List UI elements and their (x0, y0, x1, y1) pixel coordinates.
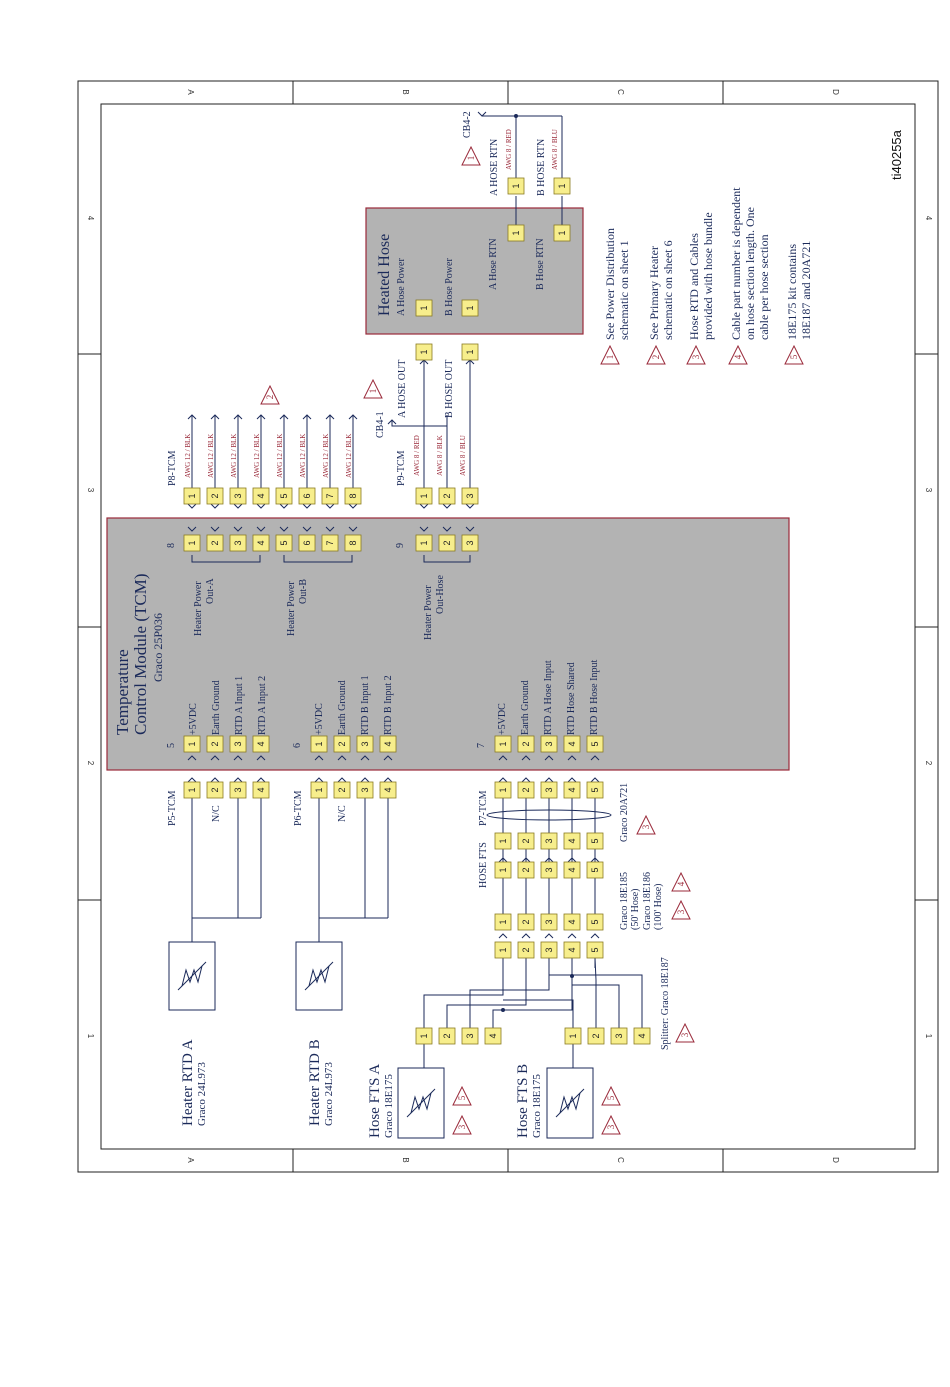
tcm-j5-pin-2-number: 2 (210, 741, 220, 747)
tcm-j7-pin-3-number: 3 (544, 741, 554, 747)
splitter-a1 (424, 958, 503, 1028)
p5-mate-arrow (211, 778, 219, 782)
j6-number: 6 (292, 743, 303, 748)
p6-pin-4-number: 4 (383, 787, 393, 793)
notes-block (603, 187, 813, 340)
p8-wire-7-label: AWG 12 / BLK (322, 433, 330, 478)
b-hose-power-pin-pin-1-number: 1 (465, 305, 475, 311)
cb42-note-1-number: 1 (466, 155, 476, 161)
note-2-line-2: schematic on sheet 6 (661, 240, 675, 340)
tcm-j8-pin-8-number: 8 (348, 540, 358, 546)
p9-pin-2-number: 2 (442, 493, 452, 499)
zone-col-top-b: B (401, 89, 410, 95)
hose-fts-2-pin-4-number: 4 (567, 867, 577, 873)
zone-col-bot-b: B (401, 1157, 410, 1163)
note-4-line-1: Cable part number is dependent (729, 187, 743, 340)
note-4-line-3: cable per hose section (757, 234, 771, 340)
b-hose-out-label: B HOSE OUT (444, 359, 455, 418)
zone-row-right-4: 4 (924, 215, 933, 221)
cb41-label: CB4-1 (375, 411, 386, 438)
p8-pin-1-number: 1 (187, 493, 197, 499)
p8-pin-6-number: 6 (302, 493, 312, 499)
out-hose-label: Heater Power (423, 585, 434, 640)
fts-b-name: Hose FTS B (515, 1063, 531, 1138)
p8-wire-3-label: AWG 12 / BLK (230, 433, 238, 478)
p8-mate-arrow (326, 504, 334, 508)
tcm-title-2: Control Module (TCM) (131, 573, 150, 735)
a-hose-power-label: A Hose Power (396, 258, 407, 316)
note-2-line-1: See Primary Heater (647, 246, 661, 340)
tcm-j5-pin-3-number: 3 (233, 741, 243, 747)
j5-number: 5 (166, 743, 177, 748)
cable-mate-arrow (545, 934, 553, 938)
splitter-note-3-number: 3 (680, 1032, 690, 1038)
tcm-j9-pin-1-number: 1 (419, 540, 429, 546)
cable-a-pin-3-number: 3 (544, 919, 554, 925)
rtd-a-name: Heater RTD A (180, 1039, 196, 1126)
cable3-label: Graco 20A721 (619, 782, 630, 842)
p8-label: P8-TCM (167, 450, 178, 486)
cable-a-pin-1-number: 1 (498, 919, 508, 925)
j7-label-1: +5VDC (497, 703, 508, 735)
p8-pin-4-number: 4 (256, 493, 266, 499)
j8-number: 8 (166, 543, 177, 548)
tcm-j8-pin-2-number: 2 (210, 540, 220, 546)
cb41-note-1-number: 1 (368, 388, 378, 394)
tcm-j7-pin-5-number: 5 (590, 741, 600, 747)
fts-a-name: Hose FTS A (367, 1063, 383, 1138)
p8-pin-2-number: 2 (210, 493, 220, 499)
p8-wire-5-label: AWG 12 / BLK (276, 433, 284, 478)
cb41-wire (392, 420, 447, 426)
p9-pin-3-number: 3 (465, 493, 475, 499)
p5-mate-arrow (257, 778, 265, 782)
cable2b-label: (100' Hose) (653, 883, 664, 930)
note-5-marker-number: 5 (789, 354, 799, 360)
a-rtn-wire-label: AWG 8 / RED (505, 129, 513, 170)
fts-b-plug-pin-2-number: 2 (591, 1033, 601, 1039)
cb42-label: CB4-2 (462, 111, 473, 138)
tcm-j9-pin-3-number: 3 (465, 540, 475, 546)
a-hose-rtn-pin-pin-1-number: 1 (511, 230, 521, 236)
p6-mate-arrow (315, 778, 323, 782)
zone-row-left-1: 1 (86, 1033, 95, 1039)
cable-a-pin-2-number: 2 (521, 919, 531, 925)
p5-pin-3-number: 3 (233, 787, 243, 793)
p9-label: P9-TCM (396, 450, 407, 486)
note-3-marker-number: 3 (691, 354, 701, 360)
splitter-b1 (503, 1000, 573, 1028)
j6-label-2: Earth Ground (337, 680, 348, 735)
p8-wire-1-label: AWG 12 / BLK (184, 433, 192, 478)
tcm-part-number: Graco 25P036 (151, 613, 165, 682)
a-hose-out-label: A HOSE OUT (397, 359, 408, 418)
fts-a-plug-pin-3-number: 3 (465, 1033, 475, 1039)
tcm-j5-pin-4-number: 4 (256, 741, 266, 747)
fts-b-part: Graco 18E175 (531, 1074, 543, 1138)
fts-a-part: Graco 18E175 (383, 1074, 395, 1138)
cable1-label: Graco 18E185 (619, 871, 630, 930)
hose-fts-2-pin-2-number: 2 (521, 867, 531, 873)
b-hose-rtn-conn-pin-pin-1-number: 1 (557, 183, 567, 189)
hose-fts-2-pin-1-number: 1 (498, 867, 508, 873)
hose-fts-1-pin-1-number: 1 (498, 838, 508, 844)
p5-pin-1-number: 1 (187, 787, 197, 793)
out-hose-label-2: Out-Hose (435, 575, 446, 614)
zone-row-left-2: 2 (86, 760, 95, 766)
zone-row-left-4: 4 (86, 215, 95, 221)
p8-mate-arrow (280, 504, 288, 508)
splitter-junction-1 (501, 1008, 505, 1012)
splitter-a4 (493, 958, 572, 1028)
note-3-line-2: provided with hose bundle (701, 212, 715, 340)
zone-row-right-2: 2 (924, 760, 933, 766)
tcm-j8-pin-4-number: 4 (256, 540, 266, 546)
zone-col-top-c: C (616, 89, 625, 95)
note-2-marker-number: 2 (651, 354, 661, 360)
out-a-label-2: Out-A (205, 578, 216, 604)
p6-pin-2-number: 2 (337, 787, 347, 793)
zone-row-right-3: 3 (924, 487, 933, 493)
note-4-line-2: on hose section length. One (743, 207, 757, 340)
p7-pin-1-number: 1 (498, 787, 508, 793)
p6-nc-label: N/C (337, 805, 348, 822)
p6-pin-3-number: 3 (360, 787, 370, 793)
zone-row-right-1: 1 (924, 1033, 933, 1039)
p9-mate-arrow (420, 504, 428, 508)
out-b-label: Heater Power (286, 581, 297, 636)
fts-b-plug-pin-4-number: 4 (637, 1033, 647, 1039)
p9-wire-3-label: AWG 8 / BLU (459, 435, 467, 476)
fts-b-plug-pin-1-number: 1 (568, 1033, 578, 1039)
heated-hose-title: Heated Hose (376, 233, 393, 316)
p8-mate-arrow (211, 504, 219, 508)
p6-mate-arrow (361, 778, 369, 782)
j7-label-4: RTD Hose Shared (566, 662, 577, 735)
note-1-marker-number: 1 (605, 354, 615, 360)
tcm-j6-pin-4-number: 4 (383, 741, 393, 747)
p5-nc-label: N/C (211, 805, 222, 822)
hose-fts-1-pin-4-number: 4 (567, 838, 577, 844)
fts-a-note-3-number: 3 (457, 1124, 467, 1130)
tcm-j7-pin-4-number: 4 (567, 741, 577, 747)
note-5-line-2: 18E187 and 20A721 (799, 240, 813, 340)
j9-number: 9 (395, 543, 406, 548)
fts-b-plug-pin-3-number: 3 (614, 1033, 624, 1039)
zone-col-bot-d: D (831, 1157, 840, 1163)
p7-mate-arrow (545, 778, 553, 782)
cable-a-pin-5-number: 5 (590, 919, 600, 925)
zone-col-top-d: D (831, 89, 840, 95)
b-hose-power-label: B Hose Power (444, 258, 455, 316)
p5-pin-4-number: 4 (256, 787, 266, 793)
cable-b-pin-3-number: 3 (544, 947, 554, 953)
hose-fts-2-pin-3-number: 3 (544, 867, 554, 873)
p7-mate-arrow (522, 778, 530, 782)
a-hose-rtn-conn-pin-pin-1-number: 1 (511, 183, 521, 189)
tcm-title: Temperature (113, 649, 132, 735)
cable-mate-arrow (499, 934, 507, 938)
p7-pin-2-number: 2 (521, 787, 531, 793)
zone-col-top-a: A (186, 89, 195, 95)
b-hose-rtn-pin-pin-1-number: 1 (557, 230, 567, 236)
cable-b-pin-4-number: 4 (567, 947, 577, 953)
p8-mate-arrow (188, 504, 196, 508)
p7-pin-5-number: 5 (590, 787, 600, 793)
p6-mate-arrow (338, 778, 346, 782)
zone-row-left-3: 3 (86, 487, 95, 493)
p7-label: P7-TCM (478, 790, 489, 826)
tcm-j8-pin-1-number: 1 (187, 540, 197, 546)
tcm-j7-pin-2-number: 2 (521, 741, 531, 747)
p6-pin-1-number: 1 (314, 787, 324, 793)
p7-mate-arrow (499, 778, 507, 782)
p5-mate-arrow (234, 778, 242, 782)
tcm-j5-pin-1-number: 1 (187, 741, 197, 747)
j7-label-2: Earth Ground (520, 680, 531, 735)
out-b-label-2: Out-B (298, 579, 309, 604)
tcm-j6-pin-3-number: 3 (360, 741, 370, 747)
note-3-line-1: Hose RTD and Cables (687, 233, 701, 340)
p8-note-2-number: 2 (265, 394, 275, 400)
drawing-id: ti40255a (889, 130, 904, 180)
p8-mate-arrow (234, 504, 242, 508)
p6-mate-arrow (384, 778, 392, 782)
note-1-line-1: See Power Distribution (603, 228, 617, 340)
b-rtn-wire-label: AWG 8 / BLU (551, 129, 559, 170)
a-hose-rtn-label: A Hose RTN (488, 238, 499, 290)
rtd-b-name: Heater RTD B (307, 1039, 323, 1126)
cable-a-pin-4-number: 4 (567, 919, 577, 925)
p9-mate-arrow (443, 504, 451, 508)
cable-mate-arrow (568, 934, 576, 938)
p8-pin-5-number: 5 (279, 493, 289, 499)
zone-col-bot-c: C (616, 1157, 625, 1163)
p5-pin-2-number: 2 (210, 787, 220, 793)
tcm-j8-pin-7-number: 7 (325, 540, 335, 546)
p8-pin-3-number: 3 (233, 493, 243, 499)
b-hose-rtn-conn-label: B HOSE RTN (536, 138, 547, 196)
splitter-b2 (595, 958, 596, 1028)
j7-label-5: RTD B Hose Input (589, 659, 600, 735)
p7-pin-3-number: 3 (544, 787, 554, 793)
tcm-j8-pin-5-number: 5 (279, 540, 289, 546)
splitter-a2 (447, 958, 526, 1028)
fts-b-note-5-number: 5 (606, 1095, 616, 1101)
tcm-module-box (107, 518, 789, 770)
p8-pin-8-number: 8 (348, 493, 358, 499)
tcm-j8-pin-3-number: 3 (233, 540, 243, 546)
p7-note-3-number: 3 (641, 824, 651, 830)
j7-number: 7 (476, 743, 487, 748)
splitter-a3 (470, 958, 549, 1028)
j6-label-4: RTD B Input 2 (383, 675, 394, 735)
p9-pin-1-number: 1 (419, 493, 429, 499)
zone-col-bot-a: A (186, 1157, 195, 1163)
a-hose-rtn-conn-label: A HOSE RTN (489, 138, 500, 196)
cable-b-pin-5-number: 5 (590, 947, 600, 953)
fts-a-plug-pin-1-number: 1 (419, 1033, 429, 1039)
note-1-line-2: schematic on sheet 1 (617, 240, 631, 340)
p6-label: P6-TCM (293, 790, 304, 826)
p5-label: P5-TCM (167, 790, 178, 826)
hose-fts-label: HOSE FTS (478, 842, 489, 888)
hose-fts-1-pin-5-number: 5 (590, 838, 600, 844)
tcm-j6-pin-2-number: 2 (337, 741, 347, 747)
fts-a-note-5-number: 5 (457, 1095, 467, 1101)
p8-mate-arrow (257, 504, 265, 508)
p8-wire-2-label: AWG 12 / BLK (207, 433, 215, 478)
p7-mate-arrow (568, 778, 576, 782)
a-hose-power-pin-pin-1-number: 1 (419, 305, 429, 311)
p8-wire-6-label: AWG 12 / BLK (299, 433, 307, 478)
rtd-b-part: Graco 24L973 (323, 1062, 335, 1126)
cable1b-label: (50' Hose) (630, 888, 641, 930)
splitter-label: Splitter: Graco 18E187 (660, 957, 671, 1050)
p9-wire-2-label: AWG 8 / BLK (436, 435, 444, 476)
j5-label-2: Earth Ground (211, 680, 222, 735)
b-hose-rtn-label: B Hose RTN (535, 238, 546, 290)
p8-wire-8-label: AWG 12 / BLK (345, 433, 353, 478)
cb42-junction (514, 114, 518, 118)
p8-wire-4-label: AWG 12 / BLK (253, 433, 261, 478)
p9-mate-arrow (466, 504, 474, 508)
fts-a-plug-pin-2-number: 2 (442, 1033, 452, 1039)
tcm-j8-pin-6-number: 6 (302, 540, 312, 546)
cable-b-pin-2-number: 2 (521, 947, 531, 953)
p7-pin-4-number: 4 (567, 787, 577, 793)
splitter-junction-2 (570, 974, 574, 978)
cable-note-3-number: 3 (676, 909, 686, 915)
j6-label-1: +5VDC (314, 703, 325, 735)
cable-b-pin-1-number: 1 (498, 947, 508, 953)
j7-label-3: RTD A Hose Input (543, 660, 554, 735)
b-hose-out-pin-pin-1-number: 1 (465, 349, 475, 355)
cable2-label: Graco 18E186 (642, 871, 653, 930)
note-4-marker-number: 4 (733, 354, 743, 360)
a-hose-out-pin-pin-1-number: 1 (419, 349, 429, 355)
hose-fts-1-pin-2-number: 2 (521, 838, 531, 844)
p8-mate-arrow (303, 504, 311, 508)
hose-fts-1-pin-3-number: 3 (544, 838, 554, 844)
cb42-arrow (478, 112, 486, 116)
p8-pin-7-number: 7 (325, 493, 335, 499)
p9-wire-1-label: AWG 8 / RED (413, 435, 421, 476)
j5-label-4: RTD A Input 2 (257, 675, 268, 735)
p8-mate-arrow (349, 504, 357, 508)
fts-a-plug-pin-4-number: 4 (488, 1033, 498, 1039)
rtd-a-part: Graco 24L973 (196, 1062, 208, 1126)
j5-label-3: RTD A Input 1 (234, 675, 245, 735)
p5-mate-arrow (188, 778, 196, 782)
hose-fts-2-pin-5-number: 5 (590, 867, 600, 873)
p7-mate-arrow (591, 778, 599, 782)
fts-b-note-3-number: 3 (606, 1124, 616, 1130)
tcm-j9-pin-2-number: 2 (442, 540, 452, 546)
j5-label-1: +5VDC (188, 703, 199, 735)
tcm-j7-pin-1-number: 1 (498, 741, 508, 747)
note-5-line-1: 18E175 kit contains (785, 244, 799, 340)
cable-mate-arrow (591, 934, 599, 938)
out-a-label: Heater Power (193, 581, 204, 636)
j6-label-3: RTD B Input 1 (360, 675, 371, 735)
tcm-j6-pin-1-number: 1 (314, 741, 324, 747)
cable-note-4-number: 4 (676, 881, 686, 887)
cable-mate-arrow (522, 934, 530, 938)
